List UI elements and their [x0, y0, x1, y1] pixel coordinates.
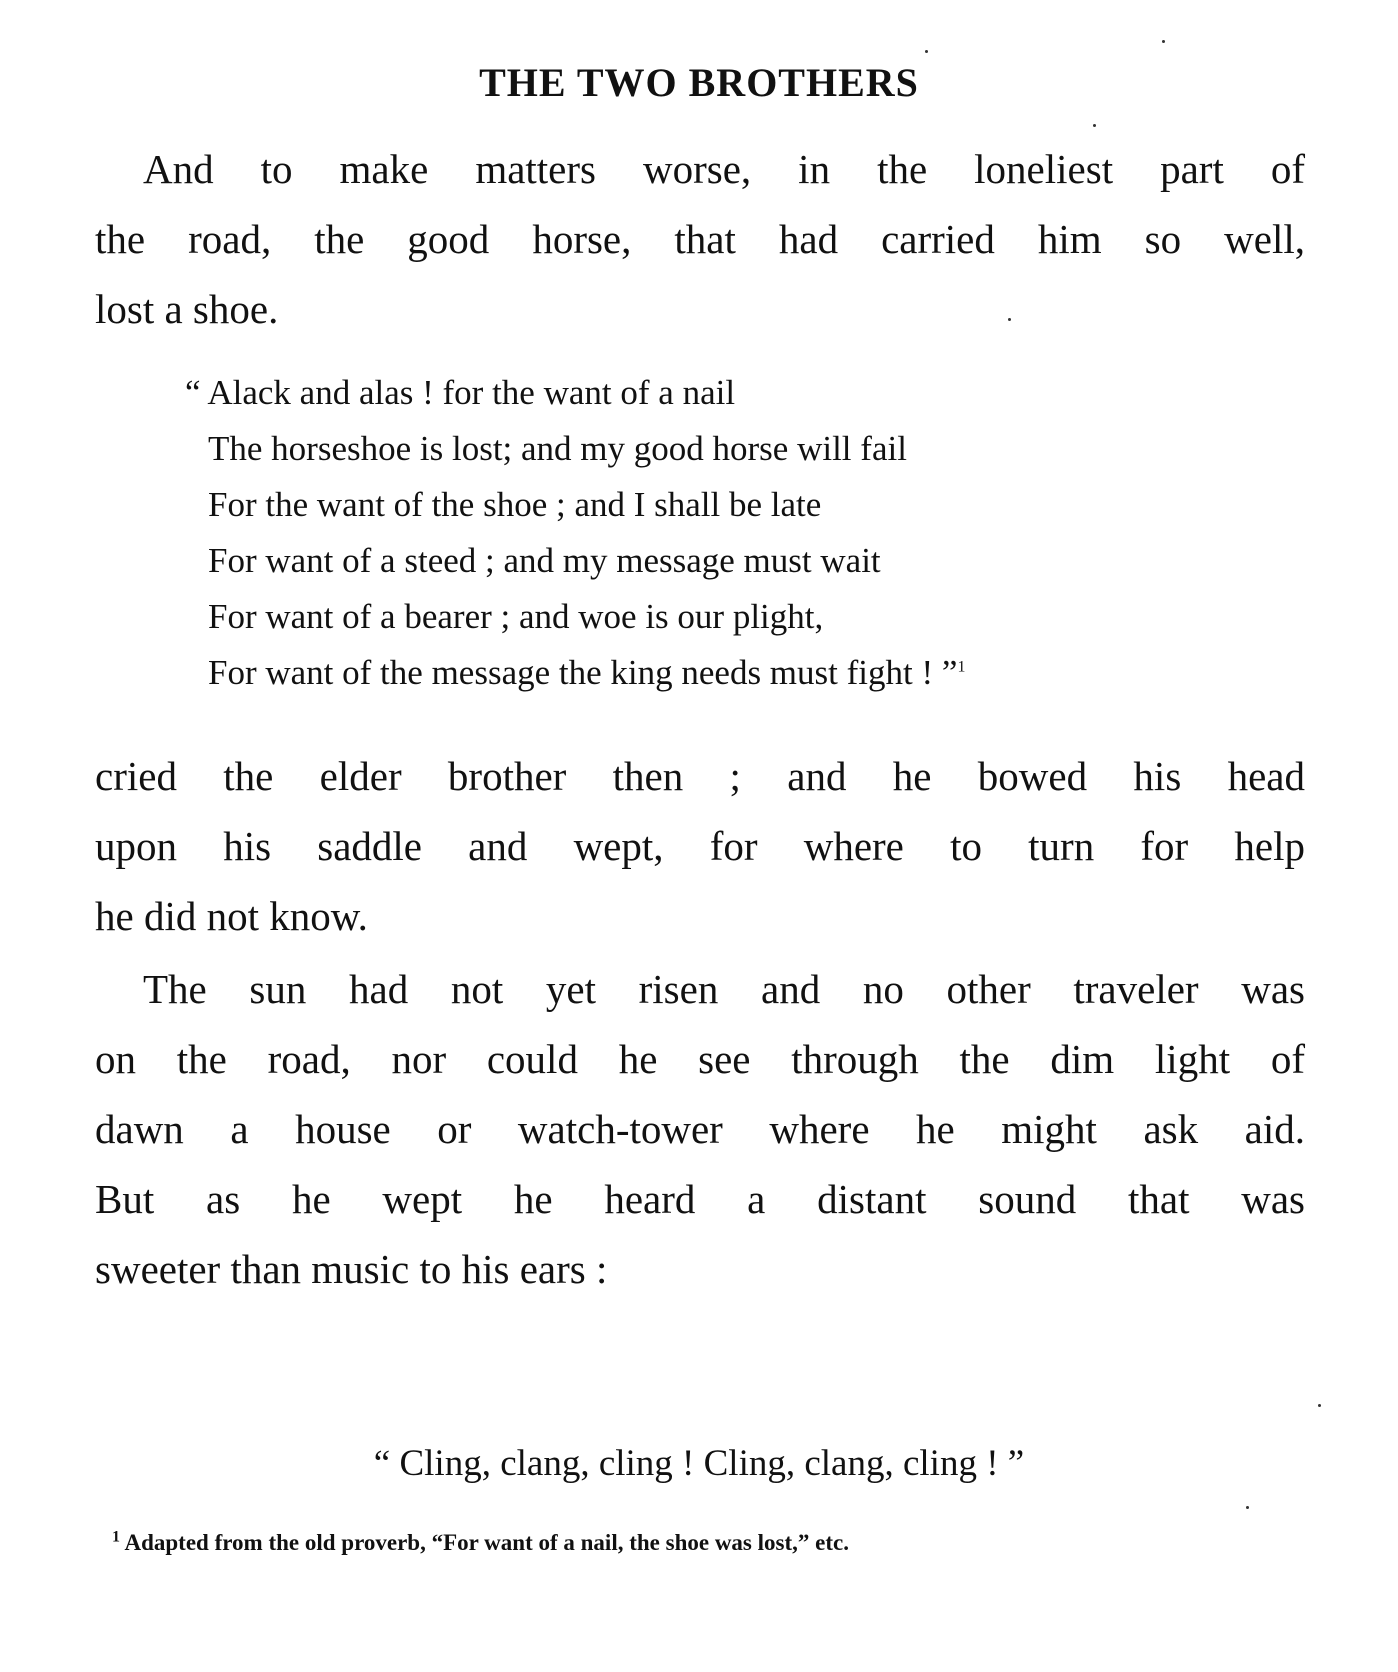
paragraph-2-line-2: upon his saddle and wept, for where to turn for help — [95, 823, 1305, 869]
paragraph-2-line-1: cried the elder brother then ; and he bowed his head — [95, 753, 1305, 799]
paragraph-3-line-3: dawn a house or watch-tower where he might ask aid. — [95, 1106, 1305, 1152]
paragraph-2-line-3: he did not know. — [95, 893, 368, 939]
verse-line-6 — [208, 651, 965, 695]
scan-speck — [1246, 1506, 1249, 1509]
running-heading: THE TWO BROTHERS — [479, 60, 919, 105]
verse-line-5: For want of a bearer ; and woe is our plight, — [208, 597, 824, 636]
scan-speck — [1093, 124, 1096, 127]
scan-speck — [1008, 318, 1011, 321]
paragraph-1-line-3: lost a shoe. — [95, 286, 279, 332]
verse-line-4: For want of a steed ; and my message must wait — [208, 541, 881, 580]
verse-line-2: The horseshoe is lost; and my good horse will fail — [208, 429, 907, 468]
paragraph-3-line-2: on the road, nor could he see through the dim light of — [95, 1036, 1305, 1082]
verse-line-6-text: For want of the message the king needs must fight ! ” — [208, 653, 958, 692]
footnote — [112, 1528, 849, 1558]
footnote-text: Adapted from the old proverb, “For want of a nail, the shoe was lost,” etc. — [124, 1530, 849, 1555]
verse-line-3: For the want of the shoe ; and I shall be late — [208, 485, 822, 524]
scan-speck — [925, 50, 928, 53]
scan-speck — [1162, 40, 1165, 43]
chant-line: “ Cling, clang, cling ! Cling, clang, cling ! ” — [373, 1443, 1025, 1484]
scan-speck — [1318, 1404, 1321, 1407]
paragraph-3-line-4: But as he wept he heard a distant sound that was — [95, 1176, 1305, 1222]
paragraph-1-line-1: And to make matters worse, in the loneliest part of — [143, 146, 1305, 192]
paragraph-3-line-1: The sun had not yet risen and no other traveler was — [143, 966, 1305, 1012]
paragraph-3-line-5: sweeter than music to his ears : — [95, 1246, 608, 1292]
footnote-marker: 1 — [112, 1528, 120, 1546]
verse-footnote-marker: 1 — [957, 658, 966, 676]
paragraph-1-line-2: the road, the good horse, that had carried him so well, — [95, 216, 1305, 262]
verse-line-1: “ Alack and alas ! for the want of a nail — [185, 373, 736, 412]
